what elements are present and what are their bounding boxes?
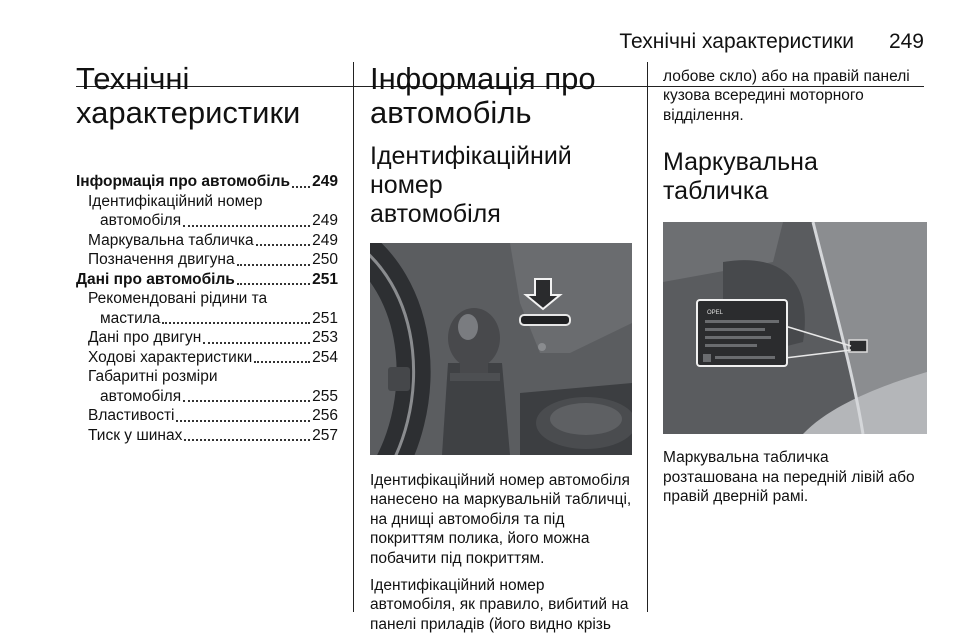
subsection-heading: Маркувальна табличка — [663, 148, 818, 206]
toc-entry[interactable] — [76, 231, 338, 251]
toc-leader-dots — [176, 420, 310, 422]
page-number: 249 — [888, 30, 924, 53]
toc-entry-text: Маркувальна табличка — [88, 231, 254, 249]
toc-entry-text: Інформація про автомобіль — [76, 173, 291, 190]
toc-page-number: 254 — [312, 348, 338, 366]
toc-entry-text: Ходові характеристики — [88, 348, 253, 366]
toc-entry[interactable] — [76, 172, 338, 192]
toc-leader-dots — [183, 400, 310, 402]
toc-entry-text: Рекомендовані рідини та — [88, 290, 268, 307]
toc-page-number: 255 — [312, 387, 338, 405]
vehicle-info-column — [370, 62, 632, 634]
running-header-title: Технічні характеристики — [619, 30, 854, 53]
toc-leader-dots — [237, 283, 310, 285]
toc-page-number: 251 — [312, 309, 338, 327]
body-paragraph: Ідентифікаційний номер автомобіля, як правило, вибитий на панелі приладів (його видно крізь — [370, 577, 629, 633]
subsection-heading — [370, 142, 632, 229]
vin-location-illustration — [370, 243, 632, 455]
toc-page-number: 253 — [312, 329, 338, 346]
toc-leader-dots — [254, 361, 310, 363]
figure-caption: Маркувальна табличка розташована на передній лівій або правій дверній рамі. — [663, 449, 915, 506]
toc-entry[interactable] — [76, 192, 338, 212]
toc-leader-dots — [184, 439, 310, 441]
toc-entry-text: Дані про автомобіль — [76, 270, 235, 288]
toc-leader-dots — [183, 225, 310, 227]
toc-page-number: 251 — [312, 270, 338, 288]
chapter-contents-column — [76, 62, 338, 445]
identification-plate-column — [663, 62, 927, 506]
toc-page-number: 250 — [312, 251, 338, 268]
toc-entry[interactable] — [76, 250, 338, 270]
toc-entry-text: Дані про двигун — [88, 329, 202, 346]
subsection-heading-line: Ідентифікаційний номер — [370, 142, 572, 199]
toc-entry-text: Позначення двигуна — [88, 251, 235, 268]
column-divider — [353, 62, 354, 612]
toc-entry-text: Ідентифікаційний номер — [88, 192, 263, 210]
section-heading-line: автомобіль — [370, 95, 532, 130]
toc-entry-text: автомобіля — [100, 387, 182, 405]
toc-entry-text: Тиск у шинах — [88, 426, 183, 444]
toc-page-number: 249 — [312, 173, 338, 190]
subsection-heading-line: автомобіля — [370, 200, 501, 228]
toc-entry[interactable] — [76, 387, 338, 407]
toc-entry[interactable] — [76, 406, 338, 426]
toc-entry[interactable] — [76, 270, 338, 290]
toc-entry[interactable] — [76, 309, 338, 329]
toc-entry-text: автомобіля — [100, 212, 182, 229]
toc-page-number: 256 — [312, 407, 338, 424]
toc-leader-dots — [162, 322, 310, 324]
toc-entry-text: мастила — [100, 309, 161, 327]
toc-entry[interactable] — [76, 211, 338, 231]
toc-page-number: 257 — [312, 426, 338, 444]
chapter-title-line: характеристики — [76, 95, 301, 130]
body-paragraph-continued: лобове скло) або на правій панелі кузова всередині моторного відділення. — [663, 68, 910, 124]
section-heading — [370, 62, 632, 130]
toc-page-number: 249 — [312, 231, 338, 249]
toc-entry[interactable] — [76, 328, 338, 348]
section-heading-line: Інформація про — [370, 61, 596, 96]
identification-plate-illustration — [663, 222, 927, 434]
toc-entry-text: Властивості — [88, 407, 175, 424]
toc-entry[interactable] — [76, 348, 338, 368]
column-divider — [647, 62, 648, 612]
table-of-contents — [76, 172, 338, 445]
toc-leader-dots — [203, 342, 310, 344]
chapter-title — [76, 62, 338, 130]
plate-brand-text: OPEL — [707, 310, 724, 317]
toc-page-number: 249 — [312, 212, 338, 229]
toc-leader-dots — [237, 264, 311, 266]
toc-entry-text: Габаритні розміри — [88, 368, 218, 385]
toc-leader-dots — [292, 186, 310, 188]
chapter-title-line: Технічні — [76, 61, 190, 96]
toc-entry[interactable] — [76, 289, 338, 309]
body-paragraph: Ідентифікаційний номер автомобіля нанесено на маркувальній табличці, на днищі автомобіля та під покриттям полика, його можна побачити під покриттям. — [370, 472, 632, 567]
toc-entry[interactable] — [76, 367, 338, 387]
page-header — [0, 30, 960, 62]
toc-leader-dots — [256, 244, 311, 246]
toc-entry[interactable] — [76, 426, 338, 446]
